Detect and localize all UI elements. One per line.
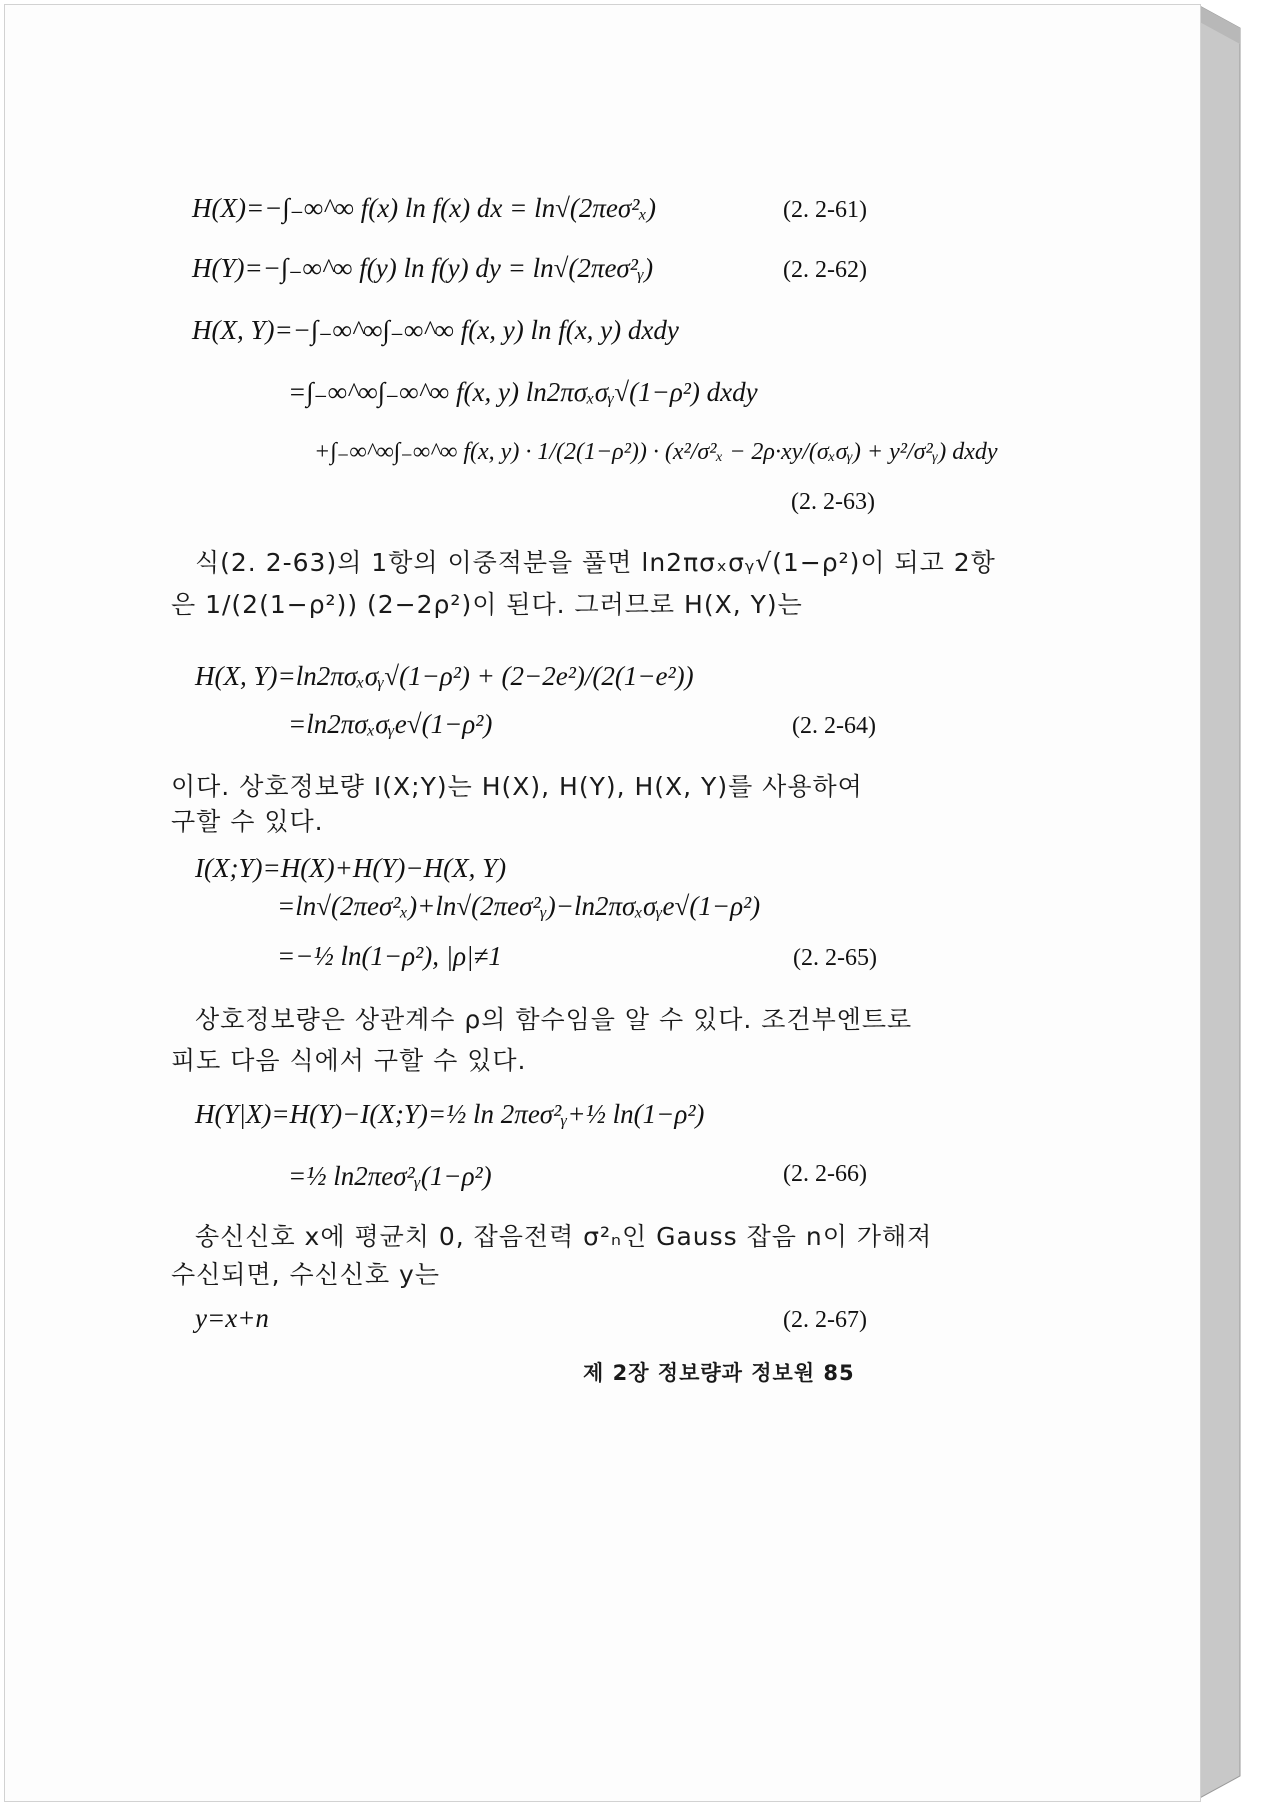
equation-number: (2. 2-64) xyxy=(792,713,876,739)
equation-number: (2. 2-62) xyxy=(783,257,867,283)
equation-joint-entropy-step: +∫₋∞^∞∫₋∞^∞ f(x, y) · 1/(2(1−ρ²)) · (x²/σ²ₓ − 2ρ·xy/(σₓσᵧ) + y²/σ²ᵧ) dxdy xyxy=(314,439,998,465)
equation-number: (2. 2-63) xyxy=(791,489,875,515)
equation-number: (2. 2-61) xyxy=(783,197,867,223)
paragraph-line: 식(2. 2-63)의 1항의 이중적분을 풀면 ln2πσₓσᵧ√(1−ρ²)이 되고 2항 xyxy=(195,548,996,577)
equation-joint-entropy: H(X, Y)=−∫₋∞^∞∫₋∞^∞ f(x, y) ln f(x, y) dxdy xyxy=(192,315,679,345)
equation-joint-entropy-step: =∫₋∞^∞∫₋∞^∞ f(x, y) ln2πσₓσᵧ√(1−ρ²) dxdy xyxy=(288,377,758,407)
book-edge xyxy=(1196,4,1266,1800)
paragraph-line: 구할 수 있다. xyxy=(171,807,324,836)
equation-number: (2. 2-67) xyxy=(783,1307,867,1333)
paragraph-line: 송신신호 x에 평균치 0, 잡음전력 σ²ₙ인 Gauss 잡음 n이 가해져 xyxy=(195,1222,933,1251)
equation-mutual-information-step: =ln√(2πeσ²ₓ)+ln√(2πeσ²ᵧ)−ln2πσₓσᵧe√(1−ρ²) xyxy=(277,891,761,921)
paragraph-line: 수신되면, 수신신호 y는 xyxy=(171,1260,440,1289)
equation-mutual-information: I(X;Y)=H(X)+H(Y)−H(X, Y) xyxy=(195,853,507,883)
page-content xyxy=(5,5,1200,1801)
equation-joint-entropy-result: H(X, Y)=ln2πσₓσᵧ√(1−ρ²) + (2−2e²)/(2(1−e²)) xyxy=(195,661,694,691)
equation-joint-entropy-result-step: =ln2πσₓσᵧe√(1−ρ²) xyxy=(288,709,493,739)
equation-conditional-entropy: H(Y|X)=H(Y)−I(X;Y)=½ ln 2πeσ²ᵧ+½ ln(1−ρ²) xyxy=(195,1099,705,1129)
paragraph-line: 이다. 상호정보량 I(X;Y)는 H(X), H(Y), H(X, Y)를 사용하여 xyxy=(171,772,863,801)
equation-number: (2. 2-65) xyxy=(793,945,877,971)
book-page xyxy=(4,4,1201,1802)
equation-entropy-y: H(Y)=−∫₋∞^∞ f(y) ln f(y) dy = ln√(2πeσ²ᵧ) xyxy=(192,253,654,283)
equation-conditional-entropy-step: =½ ln2πeσ²ᵧ(1−ρ²) xyxy=(288,1161,492,1191)
page-footer: 제 2장 정보량과 정보원 85 xyxy=(583,1361,855,1385)
equation-number: (2. 2-66) xyxy=(783,1161,867,1187)
equation-channel-model: y=x+n xyxy=(195,1303,269,1333)
equation-mutual-information-step: =−½ ln(1−ρ²), |ρ|≠1 xyxy=(277,941,502,971)
paragraph-line: 피도 다음 식에서 구할 수 있다. xyxy=(171,1046,527,1075)
paragraph-line: 은 1/(2(1−ρ²)) (2−2ρ²)이 된다. 그러므로 H(X, Y)는 xyxy=(171,590,803,619)
paragraph-line: 상호정보량은 상관계수 ρ의 함수임을 알 수 있다. 조건부엔트로 xyxy=(195,1005,913,1034)
equation-entropy-x: H(X)=−∫₋∞^∞ f(x) ln f(x) dx = ln√(2πeσ²ₓ) xyxy=(192,193,656,223)
